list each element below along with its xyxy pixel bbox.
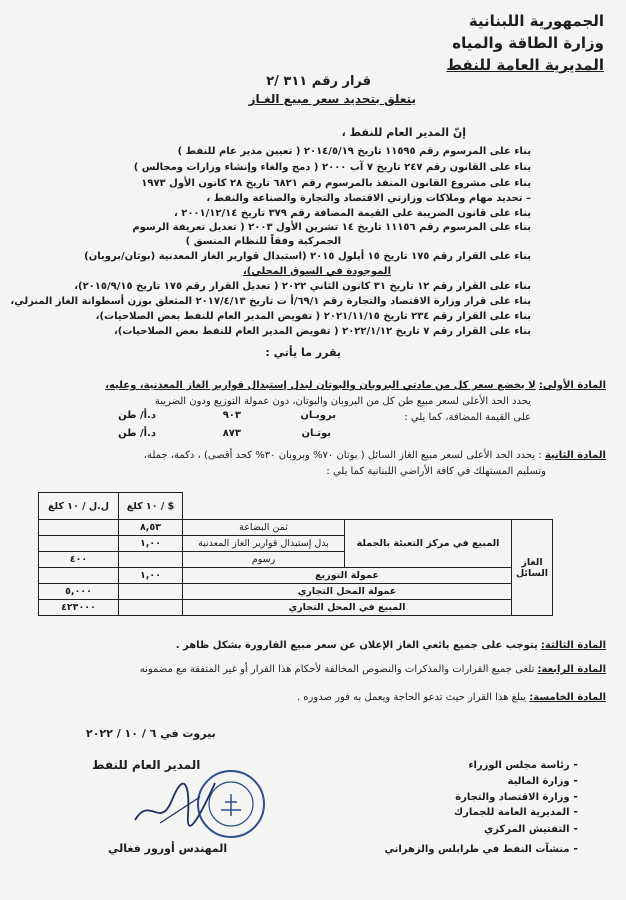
distribution-item: - وزارة الاقتصاد والتجارة	[455, 790, 578, 803]
basis-line: بناء على القرار رقم ٧ تاريخ ٢٠٢٢/١/١٢ ( تفويض المدير العام للنفط بعض الصلاحيات)،	[113, 326, 531, 337]
header-republic: الجمهورية اللبنانية	[468, 12, 604, 30]
butane-name: بوتـان	[301, 428, 331, 439]
goods-usd: ٨,٥٣	[118, 520, 182, 536]
article5-text: يبلغ هذا القرار حيث تدعو الحاجة ويعمل به فور صدوره .	[296, 692, 527, 703]
distribution-item: - رئاسة مجلس الوزراء	[468, 758, 578, 771]
product-cell: الغاز السائل	[512, 520, 553, 616]
article3-text: يتوجب على جميع بائعي الغاز الإعلان عن سعر مبيع القارورة بشكل ظاهر .	[175, 640, 538, 651]
retail-commission-lbp: ٥,٠٠٠	[39, 584, 119, 600]
retail-commission-label: عمولة المحل التجاري	[183, 584, 512, 600]
article1	[105, 380, 606, 391]
wholesale-cell: المبيع في مركز التعبئة بالجملة	[345, 520, 512, 568]
cylinder-label: بدل إستبدال قوارير الغاز المعدنية	[183, 536, 345, 552]
decision-subject: يتعلق بتحديد سعر مبيع الغـاز	[248, 92, 416, 106]
signatory-name: المهندس أورور فغالي	[108, 842, 228, 855]
col-lbp-header: ل.ل / ١٠ كلغ	[39, 493, 119, 520]
distribution-usd: ١,٠٠	[118, 568, 182, 584]
header-ministry: وزارة الطاقة والمياه	[452, 34, 604, 52]
distribution-label: عمولة التوزيع	[183, 568, 512, 584]
basis-line: بناء على القرار رقم ١٧٥ تاريخ ١٥ أيلول ٢٠١٥ (استبدال قوارير الغاز المعدنية (بوتان/بروبان)	[84, 251, 531, 262]
basis-line: بناء على قانون الضريبة على القيمة المضافة رقم ٣٧٩ تاريخ ٢٠٠١/١٢/١٤ ،	[173, 208, 531, 219]
article2-line2: وتسليم المستهلك في كافة الأراضي اللبنانية كما يلي :	[326, 466, 546, 477]
signatory-title: المدير العام للنفط	[92, 758, 201, 772]
fees-lbp: ٤٠٠	[39, 552, 119, 568]
article2-label: المادة الثانية	[544, 450, 606, 461]
article1-line2: يحدد الحد الأعلى لسعر مبيع طن كل من البروبان والبوتان، دون عمولة التوزيع ودون الضريبة	[154, 396, 531, 407]
article3-label: المادة الثالثة:	[540, 640, 606, 651]
basis-line: – تحديد مهام وملاكات وزارتي الاقتصاد والتجارة والصناعة والنفط ،	[206, 193, 531, 204]
distribution-item: - التفتيش المركزي	[484, 822, 578, 835]
distribution-item: - وزارة المالية	[507, 774, 578, 787]
header-directorate: المديرية العامة للنفط	[446, 56, 604, 74]
basis-line: الجمركية وفقاً للنظام المنسق )	[185, 236, 341, 247]
distribution-item: - منشآت النفط في طرابلس والزهراني	[384, 842, 578, 855]
basis-line: بناء على المرسوم رقم ١١١٥٦ تاريخ ١٤ تشرين الأول ٢٠٠٣ ( تعديل تعريفة الرسوم	[132, 222, 531, 233]
basis-line: بناء على قرار وزارة الاقتصاد والتجارة رقم ٦٩/١/أ ت تاريخ ٢٠١٧/٤/١٣ المتعلق بوزن أسطوانة الغاز المنزلي،	[10, 296, 531, 307]
price-table	[38, 492, 553, 616]
decision-number: قرار رقم ٣١١ /٢	[266, 74, 371, 89]
retail-sale-lbp: ٤٢٣٠٠٠	[39, 600, 119, 616]
article1-text: لا يخضع سعر كل من مادتي البروبان والبوتان لبدل إستبدال قوارير الغاز المعدنية، وعليه،	[105, 380, 536, 391]
article2	[144, 450, 606, 461]
basis-line: بناء على القرار رقم ٢٣٤ تاريخ ٢٠٢١/١١/١٥ ( تفويض المدير العام للنفط بعض الصلاحيات)،	[95, 311, 531, 322]
article3	[176, 640, 606, 651]
retail-sale-label: المبيع في المحل التجاري	[183, 600, 512, 616]
article1-line3: على القيمة المضافة، كما يلي :	[404, 412, 531, 423]
butane-unit: د.أ/ طن	[118, 428, 156, 439]
place-date: بيروت في ٦ / ١٠ / ٢٠٢٢	[86, 727, 216, 740]
article1-label: المادة الأولى:	[538, 380, 606, 391]
article5-label: المادة الخامسة:	[529, 692, 606, 703]
article4	[140, 664, 606, 675]
goods-label: ثمن البضاعة	[183, 520, 345, 536]
signature-icon	[130, 775, 220, 835]
col-usd-header: $ / ١٠ كلغ	[118, 493, 182, 520]
distribution-item: - المديرية العامة للجمارك	[453, 805, 578, 818]
basis-line: الموجودة في السوق المحلي)،	[242, 266, 391, 277]
propane-name: بروبـان	[300, 410, 336, 421]
intro-line: إنّ المدير العام للنفط ،	[341, 126, 466, 139]
basis-line: بناء على القانون رقم ٢٤٧ تاريخ ٧ آب ٢٠٠٠ ( دمج والغاء وإنشاء وزارات ومجالس )	[133, 162, 531, 173]
decides-line: يقرر ما يأتي :	[265, 346, 341, 359]
article4-label: المادة الرابعة:	[537, 664, 606, 675]
fees-label: رسوم	[183, 552, 345, 568]
article5	[297, 692, 606, 703]
article2-text: : يحدد الحد الأعلى لسعر مبيع الغاز السائل ( بوتان ٧٠% وبروبان ٣٠% كحد أقصى) ، دكمة، جملة،	[143, 450, 542, 461]
basis-line: بناء على القرار رقم ١٢ تاريخ ٣١ كانون الثاني ٢٠٢٢ ( تعديل القرار رقم ١٧٥ تاريخ ٢٠١٥/٩/١٥)،	[74, 281, 531, 292]
propane-unit: د.أ/ طن	[118, 410, 156, 421]
basis-line: بناء على المرسوم رقم ١١٥٩٥ تاريخ ٢٠١٤/٥/١٩ ( تعيين مدير عام للنفط )	[177, 146, 531, 157]
article4-text: تلغى جميع القرارات والمذكرات والنصوص المخالفة لأحكام هذا القرار أو غير المتفقة مع مضمونه	[139, 664, 535, 675]
cylinder-usd: ١,٠٠	[118, 536, 182, 552]
propane-value: ٩٠٣	[222, 410, 241, 421]
basis-line: بناء على مشروع القانون المنفذ بالمرسوم رقم ٦٨٢١ تاريخ ٢٨ كانون الأول ١٩٧٣	[141, 178, 531, 189]
butane-value: ٨٧٣	[222, 428, 241, 439]
